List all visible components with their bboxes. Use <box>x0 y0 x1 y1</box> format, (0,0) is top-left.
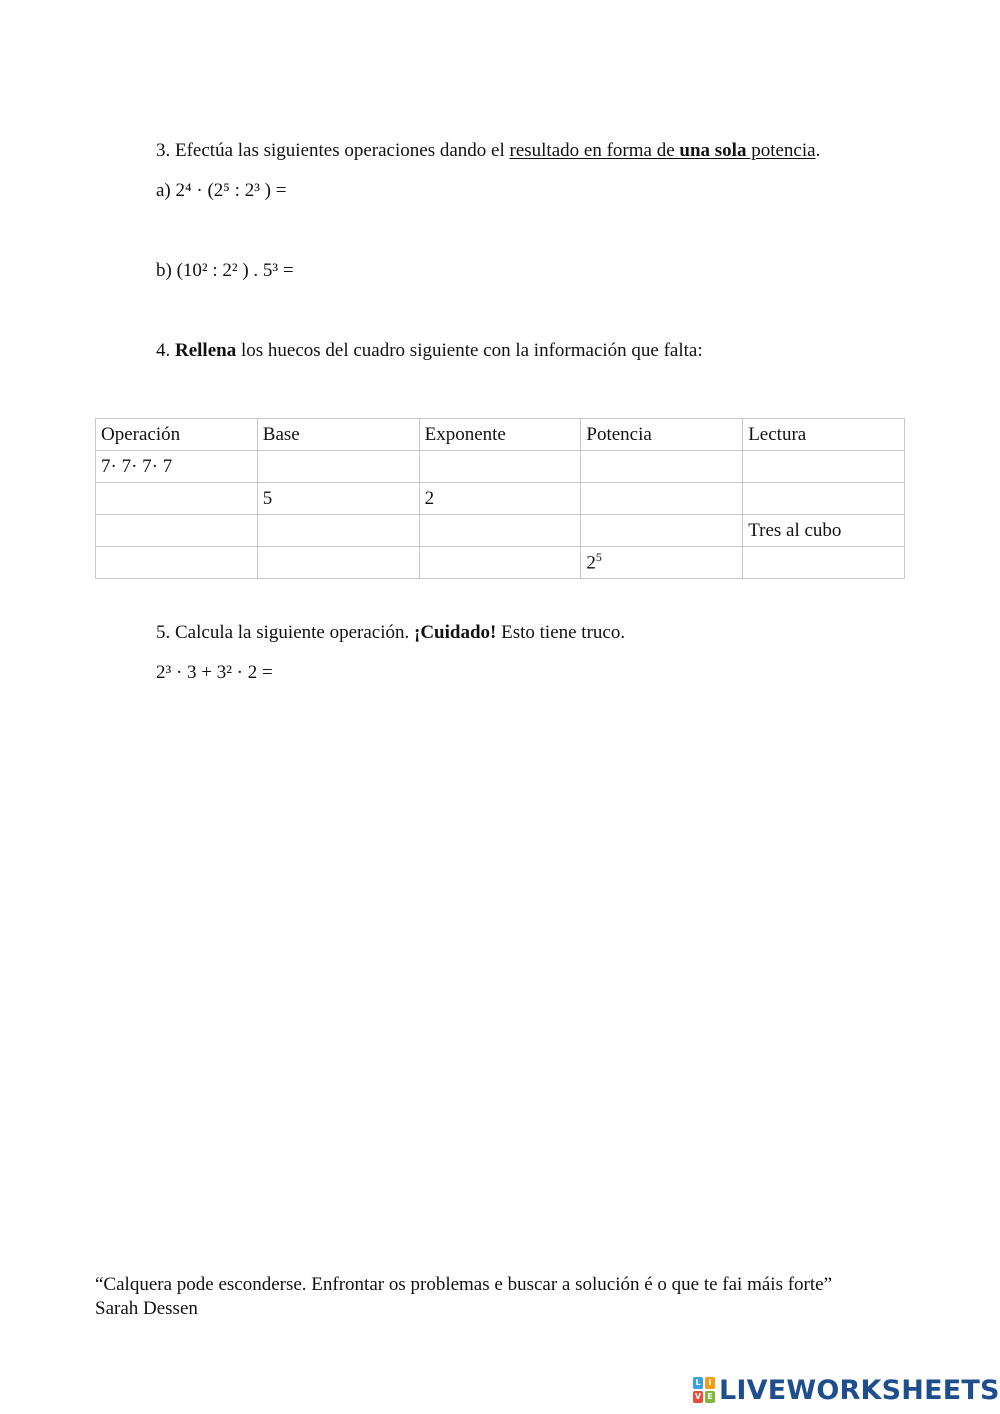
answer-cell[interactable] <box>96 483 258 515</box>
quote-block <box>95 1273 832 1321</box>
logo-square-v: V <box>694 1392 702 1401</box>
powers-table <box>95 418 905 579</box>
logo-square-e: E <box>705 1391 715 1403</box>
liveworksheets-wordmark: LIVEWORKSHEETS <box>719 1374 1000 1406</box>
table-cell: Tres al cubo <box>743 515 905 547</box>
exercise-3a: a) 2⁴ · (2⁵ : 2³ ) = <box>156 180 287 201</box>
answer-cell[interactable] <box>743 547 905 579</box>
header-cell: Potencia <box>581 419 743 451</box>
header-cell: Base <box>257 419 419 451</box>
logo-square-l: L <box>693 1377 703 1389</box>
exercise-4-instruction <box>156 340 703 362</box>
table-row <box>96 547 905 579</box>
quote-text: “Calquera pode esconderse. Enfrontar os problemas e buscar a solución é o que te fai máis forte” <box>95 1274 833 1295</box>
exercise-5-lead: 5. Calcula la siguiente operación. <box>156 622 414 643</box>
table-cell: 7· 7· 7· 7 <box>96 451 258 483</box>
exercise-5-rest: Esto tiene truco. <box>496 622 626 643</box>
answer-cell[interactable] <box>96 547 258 579</box>
underlined-bold-text: una sola <box>679 140 747 161</box>
answer-cell[interactable] <box>743 451 905 483</box>
table-cell: 5 <box>257 483 419 515</box>
answer-cell[interactable] <box>581 515 743 547</box>
exercise-5-warning: ¡Cuidado! <box>414 622 497 643</box>
table-row <box>96 483 905 515</box>
exercise-3-tail: . <box>815 140 821 161</box>
header-cell: Lectura <box>743 419 905 451</box>
exercise-5-expression: 2³ · 3 + 3² · 2 = <box>156 662 273 683</box>
exercise-4-rest: los huecos del cuadro siguiente con la información que falta: <box>236 340 703 361</box>
liveworksheets-mark-icon <box>693 1377 715 1403</box>
answer-cell[interactable] <box>96 515 258 547</box>
answer-cell[interactable] <box>257 451 419 483</box>
answer-cell[interactable] <box>257 515 419 547</box>
table-header-row <box>96 419 905 451</box>
header-cell: Operación <box>96 419 258 451</box>
answer-cell[interactable] <box>581 483 743 515</box>
answer-cell[interactable] <box>743 483 905 515</box>
answer-cell[interactable] <box>419 515 581 547</box>
underlined-text-2: potencia <box>746 140 816 161</box>
answer-cell[interactable] <box>419 451 581 483</box>
logo-square-i: I <box>705 1377 715 1389</box>
table-row <box>96 515 905 547</box>
exercise-4-bold: Rellena <box>175 340 237 361</box>
exercise-5-instruction <box>156 622 625 644</box>
power-base: 2 <box>586 552 596 574</box>
exercise-3-instruction <box>156 140 820 162</box>
exercise-4-number: 4. <box>156 340 175 361</box>
underlined-text-1: resultado en forma de <box>509 140 680 161</box>
answer-cell[interactable] <box>581 451 743 483</box>
power-exponent: 5 <box>595 550 602 565</box>
answer-cell[interactable] <box>419 547 581 579</box>
exercise-3-lead: 3. Efectúa las siguientes operaciones dando el <box>156 140 510 161</box>
liveworksheets-logo[interactable] <box>693 1373 1000 1407</box>
header-cell: Exponente <box>419 419 581 451</box>
exercise-3b: b) (10² : 2² ) . 5³ = <box>156 260 294 281</box>
power-cell <box>581 547 743 579</box>
exercise-3-underlined <box>510 140 816 161</box>
answer-cell[interactable] <box>257 547 419 579</box>
table-cell: 2 <box>419 483 581 515</box>
quote-author: Sarah Dessen <box>95 1298 198 1319</box>
table-row <box>96 451 905 483</box>
